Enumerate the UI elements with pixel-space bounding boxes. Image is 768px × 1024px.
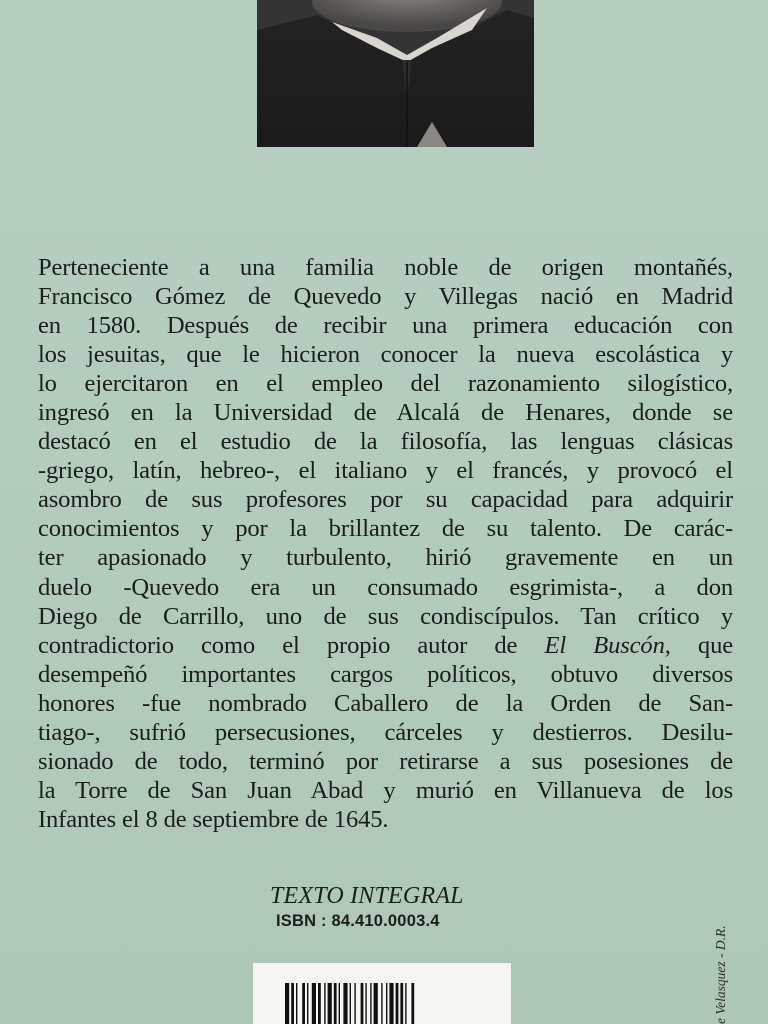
- isbn-number: ISBN : 84.410.0003.4: [276, 912, 440, 930]
- barcode-bar: [361, 983, 364, 1024]
- barcode-bar: [411, 983, 414, 1024]
- barcode-bar: [339, 983, 340, 1024]
- barcode-bar: [285, 983, 289, 1024]
- barcode-bar: [396, 983, 399, 1024]
- book-title: El Buscón: [544, 631, 665, 659]
- biography-line: sionado de todo, terminó por retirarse a sus posesiones de: [38, 747, 733, 775]
- biography-line: Infantes el 8 de septiembre de 1645.: [38, 805, 389, 833]
- biography-line: los jesuitas, que le hicieron conocer la nueva escolástica y: [38, 341, 733, 369]
- author-portrait: [257, 0, 534, 147]
- barcode-bar: [374, 983, 378, 1024]
- barcode-bar: [381, 983, 382, 1024]
- author-biography: [38, 253, 733, 834]
- biography-line: ter apasionado y turbulento, hirió gravemente en un: [38, 544, 733, 572]
- author-portrait-icon: [257, 0, 534, 147]
- biography-line: ingresó en la Universidad de Alcalá de Henares, donde se: [38, 399, 733, 427]
- barcode-bar: [302, 983, 305, 1024]
- biography-text: contradictorio como el propio autor de: [38, 631, 545, 659]
- barcode-bar: [343, 983, 347, 1024]
- barcode-bar: [354, 983, 355, 1024]
- barcode-bar: [350, 983, 351, 1024]
- edition-label: TEXTO INTEGRAL: [270, 883, 464, 909]
- barcode-bar: [389, 983, 393, 1024]
- biography-line: lo ejercitaron en el empleo del razonamiento silogístico,: [38, 370, 733, 398]
- barcode-bar: [296, 983, 297, 1024]
- biography-line: Perteneciente a una familia noble de origen montañés,: [38, 254, 733, 281]
- barcode-sticker: [253, 963, 511, 1024]
- biography-line: en 1580. Después de recibir una primera educación con: [38, 312, 733, 340]
- barcode-bar: [324, 983, 325, 1024]
- biography-line: -griego, latín, hebreo-, el italiano y el francés, y provocó el: [38, 457, 733, 485]
- biography-line: desempeñó importantes cargos políticos, obtuvo diversos: [38, 660, 733, 688]
- biography-text: , que: [664, 631, 733, 659]
- barcode-bar: [400, 983, 403, 1024]
- barcode-bar: [405, 983, 406, 1024]
- biography-line: conocimientos y por la brillantez de su talento. De carác-: [38, 515, 733, 543]
- biography-line: la Torre de San Juan Abad y murió en Villanueva de los: [38, 776, 733, 804]
- biography-line: Diego de Carrillo, uno de sus condiscípulos. Tan crítico y: [38, 602, 733, 630]
- biography-line: [38, 631, 733, 660]
- barcode-bar: [334, 983, 337, 1024]
- barcode-bar: [370, 983, 371, 1024]
- biography-line: asombro de sus profesores por su capacidad para adquirir: [38, 486, 733, 514]
- barcode-bar: [291, 983, 294, 1024]
- biography-line: honores -fue nombrado Caballero de la Orden de San-: [38, 689, 733, 717]
- barcode-bar: [318, 983, 321, 1024]
- biography-line: tiago-, sufrió persecusiones, cárceles y destierros. Desilu-: [38, 718, 733, 746]
- barcode-bar: [328, 983, 332, 1024]
- illustration-credit: e Velasquez - D.R.: [713, 925, 728, 1024]
- barcode-bar: [307, 983, 308, 1024]
- biography-line: destacó en el estudio de la filosofía, las lenguas clásicas: [38, 428, 733, 456]
- biography-line: Francisco Gómez de Quevedo y Villegas nació en Madrid: [38, 283, 733, 311]
- barcode-icon: [285, 983, 495, 1024]
- biography-line: duelo -Quevedo era un consumado esgrimista-, a don: [38, 573, 733, 601]
- barcode-bar: [386, 983, 387, 1024]
- barcode-bar: [365, 983, 366, 1024]
- barcode-bar: [312, 983, 316, 1024]
